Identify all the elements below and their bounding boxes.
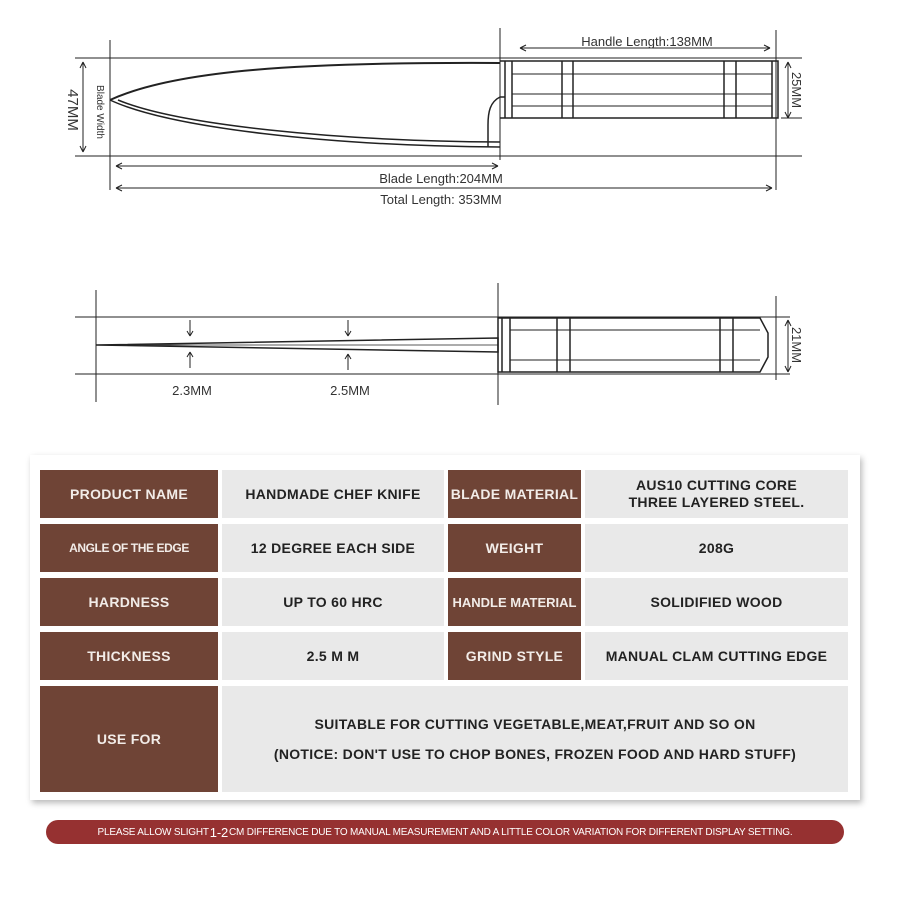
measurement-notice-bar: [46, 820, 844, 844]
spec-row-thickness: [40, 632, 848, 680]
spine-height-label: 21MM: [789, 326, 804, 364]
thickness-near-tip-label: 2.3MM: [172, 383, 212, 398]
handle-length-label: Handle Length:138MM: [581, 34, 713, 49]
product-name-label: PRODUCT NAME: [40, 470, 218, 518]
blade-material-label: BLADE MATERIAL: [448, 470, 581, 518]
hardness-value: UP TO 60 HRC: [222, 578, 444, 626]
thickness-near-heel-label: 2.5MM: [330, 383, 370, 398]
specification-table: [30, 455, 860, 800]
grind-style-value: MANUAL CLAM CUTTING EDGE: [585, 632, 848, 680]
handle-outline-side: [500, 61, 778, 118]
thickness-value: 2.5 M M: [222, 632, 444, 680]
product-name-value: HANDMADE CHEF KNIFE: [222, 470, 444, 518]
spec-row-product-name: [40, 470, 848, 518]
weight-value: 208G: [585, 524, 848, 572]
use-for-line1: SUITABLE FOR CUTTING VEGETABLE,MEAT,FRUIT AND SO ON: [314, 716, 756, 732]
use-for-value: [222, 686, 848, 792]
use-for-line2: (NOTICE: DON'T USE TO CHOP BONES, FROZEN FOOD AND HARD STUFF): [273, 746, 797, 762]
angle-of-edge-value: 12 DEGREE EACH SIDE: [222, 524, 444, 572]
spec-row-angle: [40, 524, 848, 572]
thickness-label: THICKNESS: [40, 632, 218, 680]
blade-outline-spine: [96, 338, 498, 352]
grind-style-label: GRIND STYLE: [448, 632, 581, 680]
blade-material-value-line1: AUS10 CUTTING CORE: [636, 477, 797, 493]
blade-length-label: Blade Length:204MM: [379, 171, 503, 186]
hardness-label: HARDNESS: [40, 578, 218, 626]
blade-width-value: 47MM: [64, 89, 81, 131]
handle-outline-spine: [498, 318, 768, 372]
handle-material-label: HANDLE MATERIAL: [448, 578, 581, 626]
total-length-label: Total Length: 353MM: [380, 192, 502, 207]
blade-width-label: Blade Width: [94, 85, 105, 139]
blade-material-value-line2: THREE LAYERED STEEL.: [628, 494, 805, 510]
handle-height-label: 25MM: [789, 71, 804, 109]
knife-dimension-diagram: [0, 0, 900, 430]
notice-text-before: PLEASE ALLOW SLIGHT: [97, 826, 209, 838]
weight-label: WEIGHT: [448, 524, 581, 572]
handle-material-value: SOLIDIFIED WOOD: [585, 578, 848, 626]
notice-text-after: CM DIFFERENCE DUE TO MANUAL MEASUREMENT AND A LITTLE COLOR VARIATION FOR DIFFERENT DISPLAY SETTING.: [229, 826, 793, 838]
use-for-label: USE FOR: [40, 686, 218, 792]
spec-row-use-for: [40, 686, 848, 792]
angle-of-edge-label: ANGLE OF THE EDGE: [40, 524, 218, 572]
thickness-arrows: [187, 320, 791, 372]
notice-text-emphasis: 1-2: [209, 824, 228, 840]
spec-row-hardness: [40, 578, 848, 626]
blade-material-value: [585, 470, 848, 518]
blade-outline-side: [110, 63, 505, 147]
